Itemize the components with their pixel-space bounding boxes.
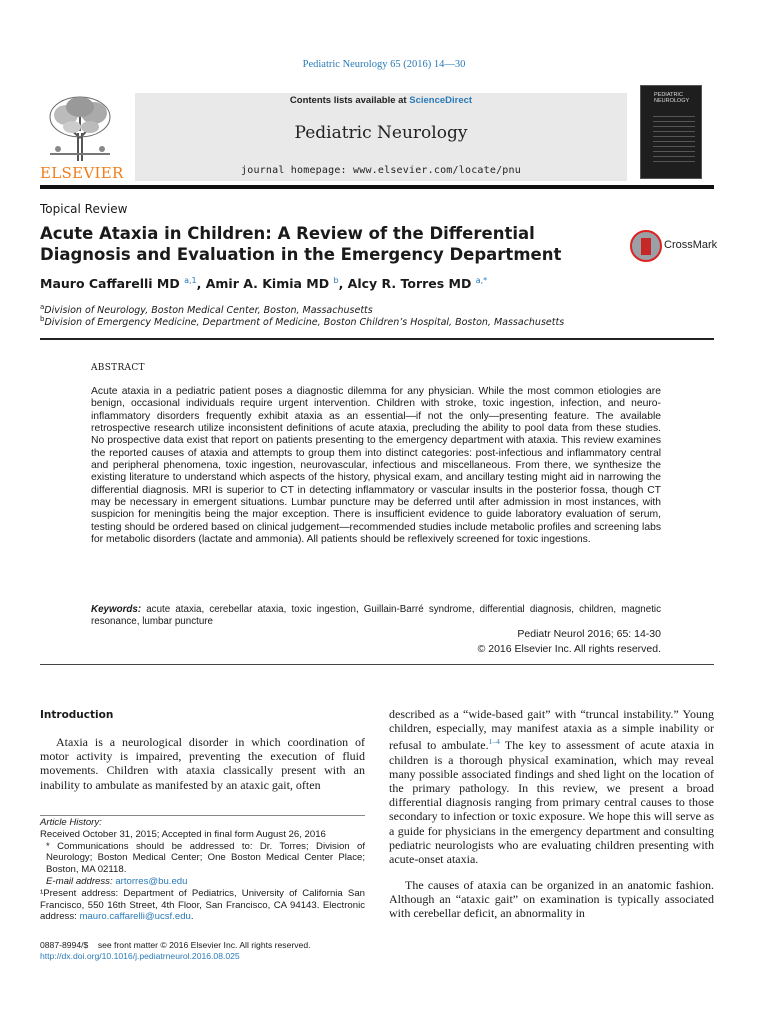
email-link[interactable]: artorres@bu.edu — [115, 875, 188, 887]
correspondence-note: * Communications should be addressed to: Dr. Torres; Division of Neurology; Boston Medical Center; One Boston Medical Center Place; Boston, MA 02118. — [46, 840, 365, 876]
author-name: Mauro Caffarelli MD — [40, 276, 180, 292]
contents-line — [135, 95, 627, 106]
journal-header-band — [135, 93, 627, 181]
article-type: Topical Review — [40, 202, 128, 216]
cover-text-lines — [653, 112, 695, 162]
publisher-wordmark: ELSEVIER — [40, 164, 124, 182]
intro-paragraph: Ataxia is a neurological disorder in which coordination of motor activity is impaired, preventing the execution of fluid movements. Children with ataxia classically present with an inability to ambulate as manifested by an ataxic gait, often — [40, 735, 365, 792]
sciencedirect-link[interactable]: ScienceDirect — [409, 95, 473, 106]
author-name: Amir A. Kimia MD — [205, 276, 330, 292]
abstract-body: Acute ataxia in a pediatric patient poses a diagnostic dilemma for any physician. While the most common etiologies are benign, occasional individuals require urgent intervention. Children with stroke, toxic ingestion, infection, and neuro-inflammatory disorders frequently exhibit ataxia as an essential—if not the only—presenting feature. The available retrospective research utilize inconsistent definitions of acute ataxia, precluding the ability to pool data from these studies. No prospective data exist that report on patients presenting to the emergency department with ataxia. This review examines the reported causes of ataxia and attempts to group them into distinct categories: post-infectious and inflammatory central and peripheral phenomena, toxic ingestion, neurovascular, infectious and miscellaneous. From there, we synthesize the existing literature to understand which aspects of the history, physical exam, and ancillary testing might aid in narrowing the differential diagnosis. MRI is superior to CT in detecting inflammatory or vascular insults in the posterior fossa, though CT may be necessary in emergent situations. Lumbar puncture may be deferred until after admission in most instances, with suspicion for meningitis being the major exception. There is insufficient evidence to guide laboratory evaluation of serum, testing should be ordered based on clinical judgement—recommended studies include metabolic profiles and screening labs for metabolic disorders (lactate and ammonia). All patients should be reflexively screened for toxic ingestions. — [91, 386, 661, 546]
keywords-label: Keywords: — [91, 604, 142, 615]
author-affil-link[interactable]: a,* — [475, 276, 488, 285]
journal-citation[interactable]: Pediatric Neurology 65 (2016) 14—30 — [302, 59, 466, 70]
article-footnotes: Article History: Received October 31, 2015; Accepted in final form August 26, 2016 * Communications should be addressed to: Dr. Torres; Division of Neurology; Boston Medical Center; One Boston Medical Center Place; Boston, MA 02118. E-mail address: artorres@bu.edu ¹Present address: Department of Pediatrics, University of California San Francisco, 550 16th Street, 4th Floor, San Francisco, CA 94143. Electronic address: mauro.caffarelli@ucsf.edu. — [40, 817, 365, 923]
keywords — [91, 604, 661, 628]
journal-cover-thumbnail[interactable] — [640, 85, 702, 179]
affiliation-a: $^a$Division of Neurology, Boston Medical Center, Boston, Massachusetts — [40, 303, 373, 317]
crossmark-badge[interactable] — [630, 230, 720, 262]
footnote-rule — [40, 815, 365, 816]
abstract-top-rule — [40, 338, 714, 340]
author-name: Alcy R. Torres MD — [347, 276, 472, 292]
history-label: Article History: — [40, 817, 102, 828]
abstract-heading: ABSTRACT — [91, 363, 145, 373]
abstract-bottom-rule — [40, 664, 714, 665]
reference-link[interactable]: 1–4 — [488, 737, 500, 747]
affiliation-b: $^b$Division of Emergency Medicine, Department of Medicine, Boston Children’s Hospital, Boston, Massachusetts — [40, 315, 565, 329]
received-dates: Received October 31, 2015; Accepted in final form August 26, 2016 — [40, 828, 326, 840]
elsevier-logo[interactable] — [40, 93, 124, 182]
author-affil-link[interactable]: a,1 — [184, 276, 197, 285]
article-citation: Pediatr Neurol 2016; 65: 14-30 — [517, 628, 661, 640]
homepage-line — [135, 165, 627, 176]
right-column-paragraph: The causes of ataxia can be organized in an anatomic fashion. Although an “ataxic gait” on examination is typically associated with cerebellar deficit, an abnormality in — [389, 878, 714, 921]
homepage-link[interactable]: www.elsevier.com/locate/pnu — [353, 165, 521, 176]
author-affil-link[interactable]: b — [333, 276, 339, 285]
article-title: Acute Ataxia in Children: A Review of the Differential Diagnosis and Evaluation in the Emergency Department — [40, 224, 562, 264]
copyright-line: © 2016 Elsevier Inc. All rights reserved. — [477, 643, 661, 655]
right-column-paragraph: described as a “wide-based gait” with “truncal instability.” Young children, especially, may manifest ataxia as a simple inability or refusal to ambulate.$^{1-4}$ The key to assessment of acute ataxia in children is a thorough physical examination, which may reveal many possible associated findings and shed light on the location of the primary pathology. In this review, we present a broad differential diagnosis ranging from primary central causes to those secondary to infection or toxic exposure. We hope this will serve as a guide for physicians in the emergency department and consulting pediatric neurologists who are evaluating children presenting with acute-onset ataxia. — [389, 707, 714, 867]
elsevier-tree-icon — [44, 93, 116, 163]
section-heading: Introduction — [40, 709, 114, 721]
cover-title: PEDIATRIC NEUROLOGY — [654, 92, 690, 104]
present-address-note: ¹Present address: Department of Pediatrics, University of California San Francisco, 550 16th Street, 4th Floor, San Francisco, CA 94143. Electronic address: — [40, 887, 365, 923]
doi-link[interactable]: http://dx.doi.org/10.1016/j.pediatrneurol.2016.08.025 — [40, 951, 240, 961]
author-list: Mauro Caffarelli MD $^{a,1}$, Amir A. Kimia MD $^b$, Alcy R. Torres MD $^{a,*}$ — [40, 276, 488, 292]
journal-title: Pediatric Neurology — [294, 123, 468, 143]
header-rule — [40, 185, 714, 189]
contents-prefix: Contents lists available at — [289, 95, 410, 106]
keywords-list: acute ataxia, cerebellar ataxia, toxic ingestion, Guillain-Barré syndrome, differential diagnosis, children, magnetic resonance, lumbar puncture — [91, 604, 661, 628]
email-label: E-mail address: — [46, 875, 116, 887]
present-email-link[interactable]: mauro.caffarelli@ucsf.edu — [79, 911, 191, 923]
homepage-label: journal homepage: — [241, 165, 353, 176]
issn-line: 0887-8994/$ see front matter © 2016 Elsevier Inc. All rights reserved. — [40, 940, 311, 950]
crossmark-label: CrossMark — [664, 239, 718, 251]
crossmark-icon — [630, 230, 662, 262]
